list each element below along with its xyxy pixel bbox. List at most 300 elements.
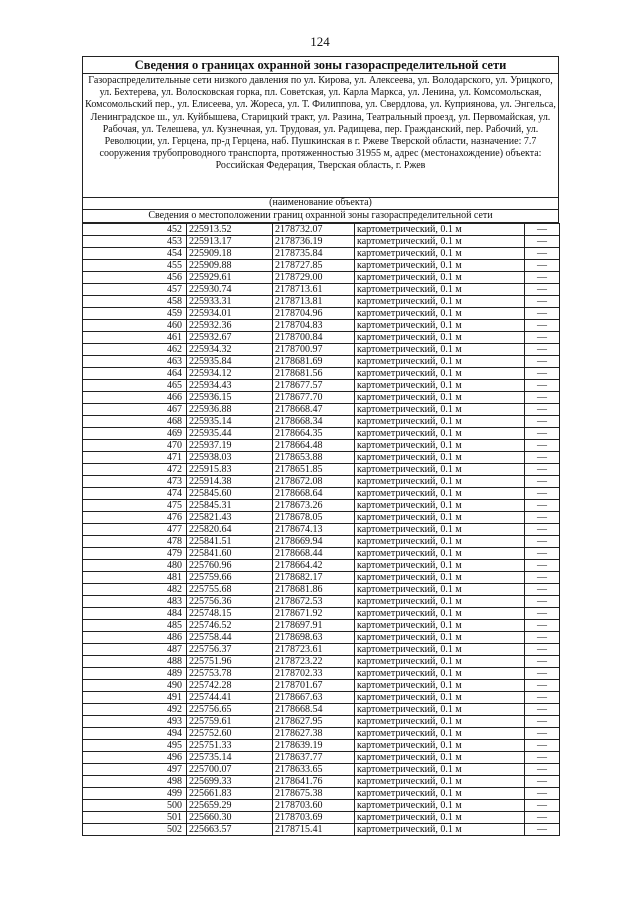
table-row — [83, 488, 560, 500]
point-number: 483 — [83, 596, 187, 608]
x-coordinate: 225659.29 — [187, 800, 273, 812]
y-coordinate: 2178668.64 — [273, 488, 355, 500]
table-row — [83, 728, 560, 740]
table-row — [83, 320, 560, 332]
x-coordinate: 225700.07 — [187, 764, 273, 776]
description-cell: — — [525, 740, 560, 752]
table-row — [83, 368, 560, 380]
table-row — [83, 752, 560, 764]
table-row — [83, 824, 560, 836]
table-row — [83, 332, 560, 344]
table-row — [83, 536, 560, 548]
table-row — [83, 344, 560, 356]
page-number: 124 — [310, 34, 330, 49]
x-coordinate: 225752.60 — [187, 728, 273, 740]
y-coordinate: 2178723.22 — [273, 656, 355, 668]
point-number: 466 — [83, 392, 187, 404]
y-coordinate: 2178700.84 — [273, 332, 355, 344]
point-number: 452 — [83, 224, 187, 236]
point-number: 476 — [83, 512, 187, 524]
point-number: 469 — [83, 428, 187, 440]
y-coordinate: 2178627.38 — [273, 728, 355, 740]
x-coordinate: 225742.28 — [187, 680, 273, 692]
description-cell: — — [525, 440, 560, 452]
point-number: 491 — [83, 692, 187, 704]
y-coordinate: 2178674.13 — [273, 524, 355, 536]
determination-method: картометрический, 0.1 м — [355, 356, 525, 368]
x-coordinate: 225913.52 — [187, 224, 273, 236]
description-cell: — — [525, 224, 560, 236]
x-coordinate: 225915.83 — [187, 464, 273, 476]
x-coordinate: 225748.15 — [187, 608, 273, 620]
x-coordinate: 225756.37 — [187, 644, 273, 656]
description-cell: — — [525, 344, 560, 356]
table-row — [83, 524, 560, 536]
table-row — [83, 620, 560, 632]
point-number: 457 — [83, 284, 187, 296]
point-number: 497 — [83, 764, 187, 776]
determination-method: картометрический, 0.1 м — [355, 380, 525, 392]
point-number: 496 — [83, 752, 187, 764]
table-row — [83, 812, 560, 824]
header-box — [82, 56, 559, 223]
description-cell: — — [525, 680, 560, 692]
determination-method: картометрический, 0.1 м — [355, 488, 525, 500]
point-number: 493 — [83, 716, 187, 728]
x-coordinate: 225841.60 — [187, 548, 273, 560]
point-number: 477 — [83, 524, 187, 536]
table-row — [83, 584, 560, 596]
point-number: 492 — [83, 704, 187, 716]
table-row — [83, 392, 560, 404]
table-row — [83, 476, 560, 488]
determination-method: картометрический, 0.1 м — [355, 512, 525, 524]
description-cell: — — [525, 380, 560, 392]
point-number: 485 — [83, 620, 187, 632]
point-number: 467 — [83, 404, 187, 416]
x-coordinate: 225934.12 — [187, 368, 273, 380]
determination-method: картометрический, 0.1 м — [355, 608, 525, 620]
determination-method: картометрический, 0.1 м — [355, 308, 525, 320]
x-coordinate: 225744.41 — [187, 692, 273, 704]
point-number: 458 — [83, 296, 187, 308]
x-coordinate: 225938.03 — [187, 452, 273, 464]
determination-method: картометрический, 0.1 м — [355, 704, 525, 716]
y-coordinate: 2178677.57 — [273, 380, 355, 392]
y-coordinate: 2178668.54 — [273, 704, 355, 716]
description-cell: — — [525, 296, 560, 308]
y-coordinate: 2178637.77 — [273, 752, 355, 764]
determination-method: картометрический, 0.1 м — [355, 560, 525, 572]
description-cell: — — [525, 272, 560, 284]
table-row — [83, 308, 560, 320]
determination-method: картометрический, 0.1 м — [355, 740, 525, 752]
y-coordinate: 2178671.92 — [273, 608, 355, 620]
point-number: 455 — [83, 260, 187, 272]
point-number: 472 — [83, 464, 187, 476]
determination-method: картометрический, 0.1 м — [355, 284, 525, 296]
y-coordinate: 2178703.60 — [273, 800, 355, 812]
y-coordinate: 2178681.69 — [273, 356, 355, 368]
point-number: 481 — [83, 572, 187, 584]
determination-method: картометрический, 0.1 м — [355, 320, 525, 332]
description-cell: — — [525, 416, 560, 428]
y-coordinate: 2178736.19 — [273, 236, 355, 248]
point-number: 499 — [83, 788, 187, 800]
description-cell: — — [525, 644, 560, 656]
description-cell: — — [525, 548, 560, 560]
table-row — [83, 356, 560, 368]
determination-method: картометрический, 0.1 м — [355, 788, 525, 800]
table-row — [83, 764, 560, 776]
determination-method: картометрический, 0.1 м — [355, 344, 525, 356]
determination-method: картометрический, 0.1 м — [355, 236, 525, 248]
determination-method: картометрический, 0.1 м — [355, 764, 525, 776]
description-cell: — — [525, 428, 560, 440]
y-coordinate: 2178732.07 — [273, 224, 355, 236]
point-number: 478 — [83, 536, 187, 548]
x-coordinate: 225929.61 — [187, 272, 273, 284]
determination-method: картометрический, 0.1 м — [355, 368, 525, 380]
y-coordinate: 2178653.88 — [273, 452, 355, 464]
table-row — [83, 596, 560, 608]
y-coordinate: 2178681.56 — [273, 368, 355, 380]
determination-method: картометрический, 0.1 м — [355, 800, 525, 812]
y-coordinate: 2178713.61 — [273, 284, 355, 296]
point-number: 468 — [83, 416, 187, 428]
x-coordinate: 225936.88 — [187, 404, 273, 416]
point-number: 479 — [83, 548, 187, 560]
x-coordinate: 225932.67 — [187, 332, 273, 344]
description-cell: — — [525, 536, 560, 548]
description-cell: — — [525, 284, 560, 296]
y-coordinate: 2178627.95 — [273, 716, 355, 728]
point-number: 488 — [83, 656, 187, 668]
table-row — [83, 680, 560, 692]
table-row — [83, 668, 560, 680]
point-number: 465 — [83, 380, 187, 392]
determination-method: картометрический, 0.1 м — [355, 404, 525, 416]
determination-method: картометрический, 0.1 м — [355, 632, 525, 644]
y-coordinate: 2178664.48 — [273, 440, 355, 452]
determination-method: картометрический, 0.1 м — [355, 752, 525, 764]
x-coordinate: 225759.61 — [187, 716, 273, 728]
y-coordinate: 2178702.33 — [273, 668, 355, 680]
point-number: 486 — [83, 632, 187, 644]
determination-method: картометрический, 0.1 м — [355, 656, 525, 668]
y-coordinate: 2178664.42 — [273, 560, 355, 572]
determination-method: картометрический, 0.1 м — [355, 464, 525, 476]
y-coordinate: 2178673.26 — [273, 500, 355, 512]
description-cell: — — [525, 572, 560, 584]
x-coordinate: 225845.60 — [187, 488, 273, 500]
table-row — [83, 272, 560, 284]
description-cell: — — [525, 608, 560, 620]
description-cell: — — [525, 632, 560, 644]
determination-method: картометрический, 0.1 м — [355, 692, 525, 704]
point-number: 456 — [83, 272, 187, 284]
determination-method: картометрический, 0.1 м — [355, 272, 525, 284]
determination-method: картометрический, 0.1 м — [355, 440, 525, 452]
description-cell: — — [525, 392, 560, 404]
y-coordinate: 2178677.70 — [273, 392, 355, 404]
y-coordinate: 2178641.76 — [273, 776, 355, 788]
description-cell: — — [525, 476, 560, 488]
point-number: 501 — [83, 812, 187, 824]
description-cell: — — [525, 824, 560, 836]
y-coordinate: 2178701.67 — [273, 680, 355, 692]
point-number: 487 — [83, 644, 187, 656]
description-cell: — — [525, 704, 560, 716]
x-coordinate: 225760.96 — [187, 560, 273, 572]
y-coordinate: 2178682.17 — [273, 572, 355, 584]
determination-method: картометрический, 0.1 м — [355, 716, 525, 728]
table-row — [83, 692, 560, 704]
table-row — [83, 800, 560, 812]
y-coordinate: 2178698.63 — [273, 632, 355, 644]
point-number: 475 — [83, 500, 187, 512]
description-cell: — — [525, 260, 560, 272]
table-row — [83, 224, 560, 236]
determination-method: картометрический, 0.1 м — [355, 416, 525, 428]
section-heading: Сведения о местоположении границ охранной зоны газораспределительной сети — [83, 210, 558, 223]
description-cell: — — [525, 596, 560, 608]
description-cell: — — [525, 464, 560, 476]
y-coordinate: 2178667.63 — [273, 692, 355, 704]
y-coordinate: 2178633.65 — [273, 764, 355, 776]
x-coordinate: 225932.36 — [187, 320, 273, 332]
point-number: 482 — [83, 584, 187, 596]
point-number: 495 — [83, 740, 187, 752]
x-coordinate: 225699.33 — [187, 776, 273, 788]
y-coordinate: 2178704.96 — [273, 308, 355, 320]
determination-method: картометрический, 0.1 м — [355, 620, 525, 632]
table-row — [83, 404, 560, 416]
coordinates-table — [82, 223, 560, 836]
description-cell: — — [525, 248, 560, 260]
x-coordinate: 225841.51 — [187, 536, 273, 548]
table-row — [83, 608, 560, 620]
x-coordinate: 225756.36 — [187, 596, 273, 608]
description-cell: — — [525, 320, 560, 332]
point-number: 474 — [83, 488, 187, 500]
determination-method: картометрический, 0.1 м — [355, 776, 525, 788]
y-coordinate: 2178704.83 — [273, 320, 355, 332]
description-cell: — — [525, 716, 560, 728]
y-coordinate: 2178713.81 — [273, 296, 355, 308]
y-coordinate: 2178668.44 — [273, 548, 355, 560]
x-coordinate: 225759.66 — [187, 572, 273, 584]
determination-method: картометрический, 0.1 м — [355, 524, 525, 536]
x-coordinate: 225913.17 — [187, 236, 273, 248]
table-row — [83, 512, 560, 524]
y-coordinate: 2178678.05 — [273, 512, 355, 524]
x-coordinate: 225660.30 — [187, 812, 273, 824]
description-cell: — — [525, 404, 560, 416]
point-number: 494 — [83, 728, 187, 740]
x-coordinate: 225845.31 — [187, 500, 273, 512]
y-coordinate: 2178700.97 — [273, 344, 355, 356]
point-number: 502 — [83, 824, 187, 836]
table-row — [83, 656, 560, 668]
table-row — [83, 548, 560, 560]
point-number: 453 — [83, 236, 187, 248]
description-cell: — — [525, 752, 560, 764]
determination-method: картометрический, 0.1 м — [355, 248, 525, 260]
table-row — [83, 452, 560, 464]
y-coordinate: 2178697.91 — [273, 620, 355, 632]
point-number: 473 — [83, 476, 187, 488]
table-row — [83, 380, 560, 392]
y-coordinate: 2178735.84 — [273, 248, 355, 260]
table-row — [83, 716, 560, 728]
y-coordinate: 2178703.69 — [273, 812, 355, 824]
description-cell: — — [525, 728, 560, 740]
table-row — [83, 632, 560, 644]
x-coordinate: 225758.44 — [187, 632, 273, 644]
point-number: 489 — [83, 668, 187, 680]
determination-method: картометрический, 0.1 м — [355, 500, 525, 512]
description-cell: — — [525, 332, 560, 344]
table-row — [83, 260, 560, 272]
x-coordinate: 225820.64 — [187, 524, 273, 536]
y-coordinate: 2178675.38 — [273, 788, 355, 800]
description-cell: — — [525, 584, 560, 596]
table-row — [83, 248, 560, 260]
determination-method: картометрический, 0.1 м — [355, 824, 525, 836]
determination-method: картометрический, 0.1 м — [355, 224, 525, 236]
description-cell: — — [525, 788, 560, 800]
x-coordinate: 225746.52 — [187, 620, 273, 632]
x-coordinate: 225751.33 — [187, 740, 273, 752]
table-row — [83, 776, 560, 788]
object-description: Газораспределительные сети низкого давления по ул. Кирова, ул. Алексеева, ул. Володарского, ул. Урицкого, ул. Бехтерева, ул. Волосковская горка, пл. Советская, ул. Карла Маркса, ул. Ленина, ул. Комсомольская, Комсомольский пер., ул. Елисеева, ул. Жореса, ул. Т. Филиппова, ул. Свердлова, ул. Куприянова, ул. Энгельса, Ленинградское ш., ул. Куйбышева, Старицкий тракт, ул. Разина, Театральный проезд, ул. Первомайская, ул. Рабочая, ул. Телешева, ул. Кузнечная, ул. Трудовая, ул. Радищева, пер. Гражданский, пер. Рабочий, ул. Революции, ул. Герцена, пр-д Герцена, наб. Пушкинская в г. Ржеве Тверской области, назначение: 7.7 сооружения трубопроводного транспорта, протяженностью 31955 м, адрес (местонахождение) объекта: Российская Федерация, Тверская область, г. Ржев — [83, 74, 558, 198]
x-coordinate: 225751.96 — [187, 656, 273, 668]
determination-method: картометрический, 0.1 м — [355, 392, 525, 404]
y-coordinate: 2178727.85 — [273, 260, 355, 272]
object-name-caption: (наименование объекта) — [83, 198, 558, 210]
y-coordinate: 2178681.86 — [273, 584, 355, 596]
description-cell: — — [525, 800, 560, 812]
description-cell: — — [525, 764, 560, 776]
x-coordinate: 225930.74 — [187, 284, 273, 296]
table-row — [83, 500, 560, 512]
point-number: 470 — [83, 440, 187, 452]
determination-method: картометрический, 0.1 м — [355, 728, 525, 740]
point-number: 490 — [83, 680, 187, 692]
description-cell: — — [525, 656, 560, 668]
x-coordinate: 225663.57 — [187, 824, 273, 836]
point-number: 500 — [83, 800, 187, 812]
determination-method: картометрический, 0.1 м — [355, 452, 525, 464]
point-number: 471 — [83, 452, 187, 464]
y-coordinate: 2178715.41 — [273, 824, 355, 836]
point-number: 460 — [83, 320, 187, 332]
description-cell: — — [525, 692, 560, 704]
point-number: 463 — [83, 356, 187, 368]
determination-method: картометрический, 0.1 м — [355, 812, 525, 824]
point-number: 461 — [83, 332, 187, 344]
y-coordinate: 2178672.53 — [273, 596, 355, 608]
table-row — [83, 284, 560, 296]
point-number: 459 — [83, 308, 187, 320]
x-coordinate: 225756.65 — [187, 704, 273, 716]
document-title: Сведения о границах охранной зоны газораспределительной сети — [83, 57, 558, 74]
table-row — [83, 788, 560, 800]
y-coordinate: 2178668.47 — [273, 404, 355, 416]
point-number: 464 — [83, 368, 187, 380]
document-sheet — [82, 56, 559, 836]
x-coordinate: 225735.14 — [187, 752, 273, 764]
point-number: 480 — [83, 560, 187, 572]
description-cell: — — [525, 620, 560, 632]
description-cell: — — [525, 488, 560, 500]
description-cell: — — [525, 776, 560, 788]
x-coordinate: 225935.84 — [187, 356, 273, 368]
description-cell: — — [525, 512, 560, 524]
determination-method: картометрический, 0.1 м — [355, 332, 525, 344]
table-row — [83, 560, 560, 572]
determination-method: картометрический, 0.1 м — [355, 548, 525, 560]
x-coordinate: 225933.31 — [187, 296, 273, 308]
table-row — [83, 572, 560, 584]
x-coordinate: 225936.15 — [187, 392, 273, 404]
y-coordinate: 2178669.94 — [273, 536, 355, 548]
description-cell: — — [525, 500, 560, 512]
table-row — [83, 428, 560, 440]
y-coordinate: 2178668.34 — [273, 416, 355, 428]
description-cell: — — [525, 308, 560, 320]
determination-method: картометрический, 0.1 м — [355, 572, 525, 584]
x-coordinate: 225935.14 — [187, 416, 273, 428]
determination-method: картометрический, 0.1 м — [355, 260, 525, 272]
x-coordinate: 225934.01 — [187, 308, 273, 320]
description-cell: — — [525, 356, 560, 368]
y-coordinate: 2178672.08 — [273, 476, 355, 488]
determination-method: картометрический, 0.1 м — [355, 296, 525, 308]
determination-method: картометрический, 0.1 м — [355, 680, 525, 692]
x-coordinate: 225661.83 — [187, 788, 273, 800]
determination-method: картометрический, 0.1 м — [355, 536, 525, 548]
description-cell: — — [525, 368, 560, 380]
y-coordinate: 2178639.19 — [273, 740, 355, 752]
determination-method: картометрический, 0.1 м — [355, 644, 525, 656]
table-row — [83, 416, 560, 428]
description-cell: — — [525, 812, 560, 824]
y-coordinate: 2178723.61 — [273, 644, 355, 656]
point-number: 454 — [83, 248, 187, 260]
x-coordinate: 225934.32 — [187, 344, 273, 356]
table-row — [83, 464, 560, 476]
determination-method: картометрический, 0.1 м — [355, 428, 525, 440]
x-coordinate: 225821.43 — [187, 512, 273, 524]
table-row — [83, 296, 560, 308]
x-coordinate: 225934.43 — [187, 380, 273, 392]
point-number: 462 — [83, 344, 187, 356]
description-cell: — — [525, 524, 560, 536]
table-row — [83, 644, 560, 656]
determination-method: картометрический, 0.1 м — [355, 584, 525, 596]
table-row — [83, 236, 560, 248]
x-coordinate: 225755.68 — [187, 584, 273, 596]
point-number: 498 — [83, 776, 187, 788]
x-coordinate: 225935.44 — [187, 428, 273, 440]
x-coordinate: 225753.78 — [187, 668, 273, 680]
determination-method: картометрический, 0.1 м — [355, 668, 525, 680]
y-coordinate: 2178651.85 — [273, 464, 355, 476]
determination-method: картометрический, 0.1 м — [355, 596, 525, 608]
description-cell: — — [525, 452, 560, 464]
